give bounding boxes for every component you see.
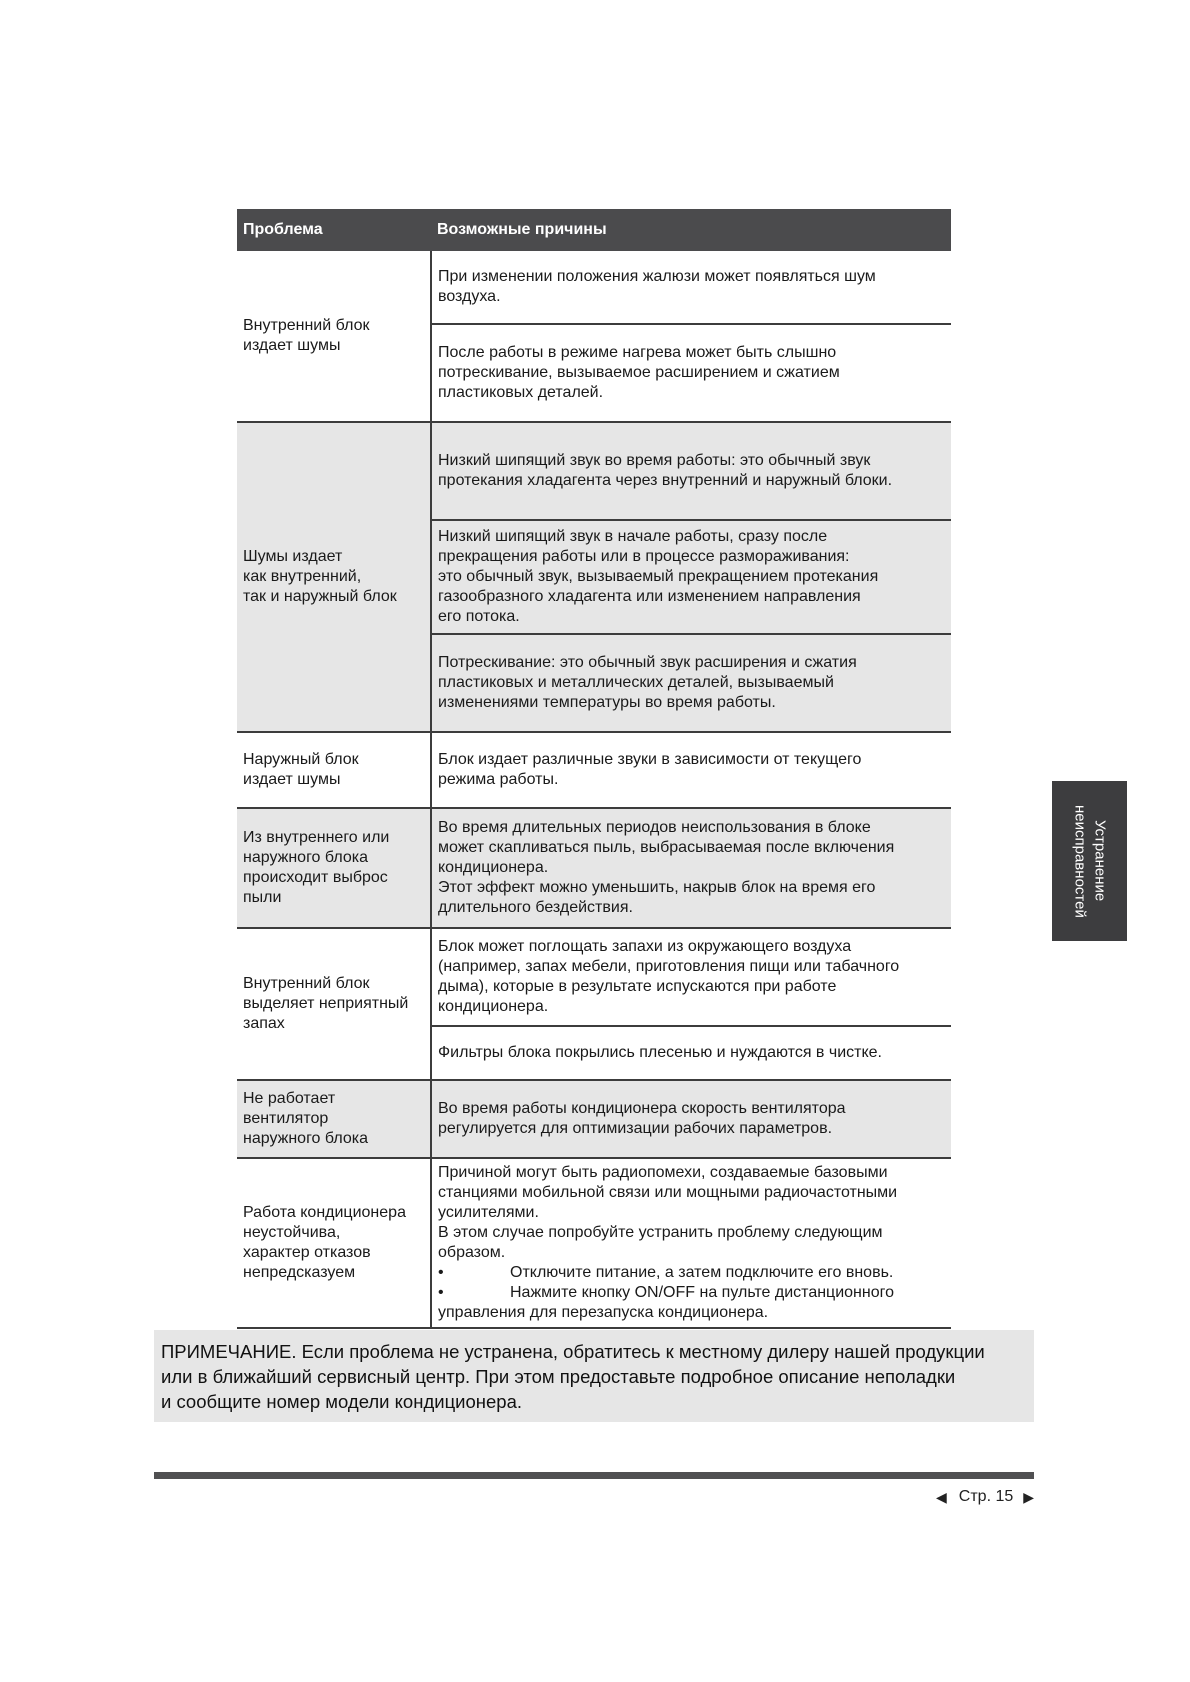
table-row <box>237 251 951 324</box>
cause-cell: Во время работы кондиционера скорость вентилятора регулируется для оптимизации рабочих параметров. <box>431 1080 951 1158</box>
cause-cell <box>431 1158 951 1328</box>
bullet-item <box>438 1283 945 1303</box>
cause-cell: Потрескивание: это обычный звук расширения и сжатия пластиковых и металлических деталей, вызываемый изменениями температуры во время работы. <box>431 634 951 732</box>
cause-cell: После работы в режиме нагрева может быть слышно потрескивание, вызываемое расширением и сжатием пластиковых деталей. <box>431 324 951 422</box>
section-tab[interactable] <box>1052 781 1127 941</box>
problem-cell: Работа кондиционера неустойчива, характер отказов непредсказуем <box>237 1158 431 1328</box>
footer-divider <box>154 1472 1034 1479</box>
cause-cell: Блок может поглощать запахи из окружающего воздуха (например, запах мебели, приготовления пищи или табачного дыма), которые в результате испускаются при работе кондиционера. <box>431 928 951 1026</box>
problem-cell: Внутренний блок выделяет неприятный запах <box>237 928 431 1080</box>
troubleshooting-table <box>237 209 951 1329</box>
table-row <box>237 928 951 1026</box>
problem-cell: Шумы издает как внутренний, так и наружный блок <box>237 422 431 732</box>
problem-cell: Из внутреннего или наружного блока происходит выброс пыли <box>237 808 431 928</box>
prev-page-icon[interactable]: ◀ <box>936 1488 947 1505</box>
cause-cell: Блок издает различные звуки в зависимости от текущего режима работы. <box>431 732 951 808</box>
next-page-icon[interactable]: ▶ <box>1023 1488 1035 1505</box>
cause-cell: При изменении положения жалюзи может появляться шум воздуха. <box>431 251 951 324</box>
page-navigation <box>936 1486 1034 1508</box>
problem-cell: Внутренний блок издает шумы <box>237 251 431 422</box>
cause-cell: Низкий шипящий звук во время работы: это обычный звук протекания хладагента через внутренний и наружный блоки. <box>431 422 951 520</box>
header-causes: Возможные причины <box>431 209 951 251</box>
bullet-text: Отключите питание, а затем подключите его вновь. <box>510 1264 894 1281</box>
problem-cell: Наружный блок издает шумы <box>237 732 431 808</box>
bullet-text: Нажмите кнопку ON/OFF на пульте дистанционного <box>510 1284 895 1301</box>
section-tab-label: Устранение неисправностей <box>1071 804 1109 918</box>
cause-cell: Фильтры блока покрылись плесенью и нуждаются в чистке. <box>431 1026 951 1080</box>
table-row <box>237 422 951 520</box>
cause-cell: Во время длительных периодов неиспользования в блоке может скапливаться пыль, выбрасываемая после включения кондиционера. Этот эффект можно уменьшить, накрыв блок на время его длительного бездействия. <box>431 808 951 928</box>
table-row <box>237 732 951 808</box>
cause-outro: управления для перезапуска кондиционера. <box>438 1304 769 1321</box>
cause-intro: Причиной могут быть радиопомехи, создаваемые базовыми станциями мобильной связи или мощными радиочастотными усилителями. В этом случае попробуйте устранить проблему следующим образом. <box>438 1164 898 1261</box>
cause-cell: Низкий шипящий звук в начале работы, сразу после прекращения работы или в процессе размораживания: это обычный звук, вызываемый прекращением протекания газообразного хладагента или изменением направления его потока. <box>431 520 951 634</box>
bullet-icon: • <box>438 1284 444 1301</box>
bullet-item <box>438 1263 945 1283</box>
note-box: ПРИМЕЧАНИЕ. Если проблема не устранена, обратитесь к местному дилеру нашей продукции или в ближайший сервисный центр. При этом предоставьте подробное описание неполадки и сообщите номер модели кондиционера. <box>154 1330 1034 1422</box>
table-row <box>237 1080 951 1158</box>
table-header-row <box>237 209 951 251</box>
problem-cell: Не работает вентилятор наружного блока <box>237 1080 431 1158</box>
table-row <box>237 1158 951 1328</box>
page-number: Стр. 15 <box>958 1488 1014 1505</box>
table-row <box>237 808 951 928</box>
bullet-icon: • <box>438 1264 444 1281</box>
header-problem: Проблема <box>237 209 431 251</box>
